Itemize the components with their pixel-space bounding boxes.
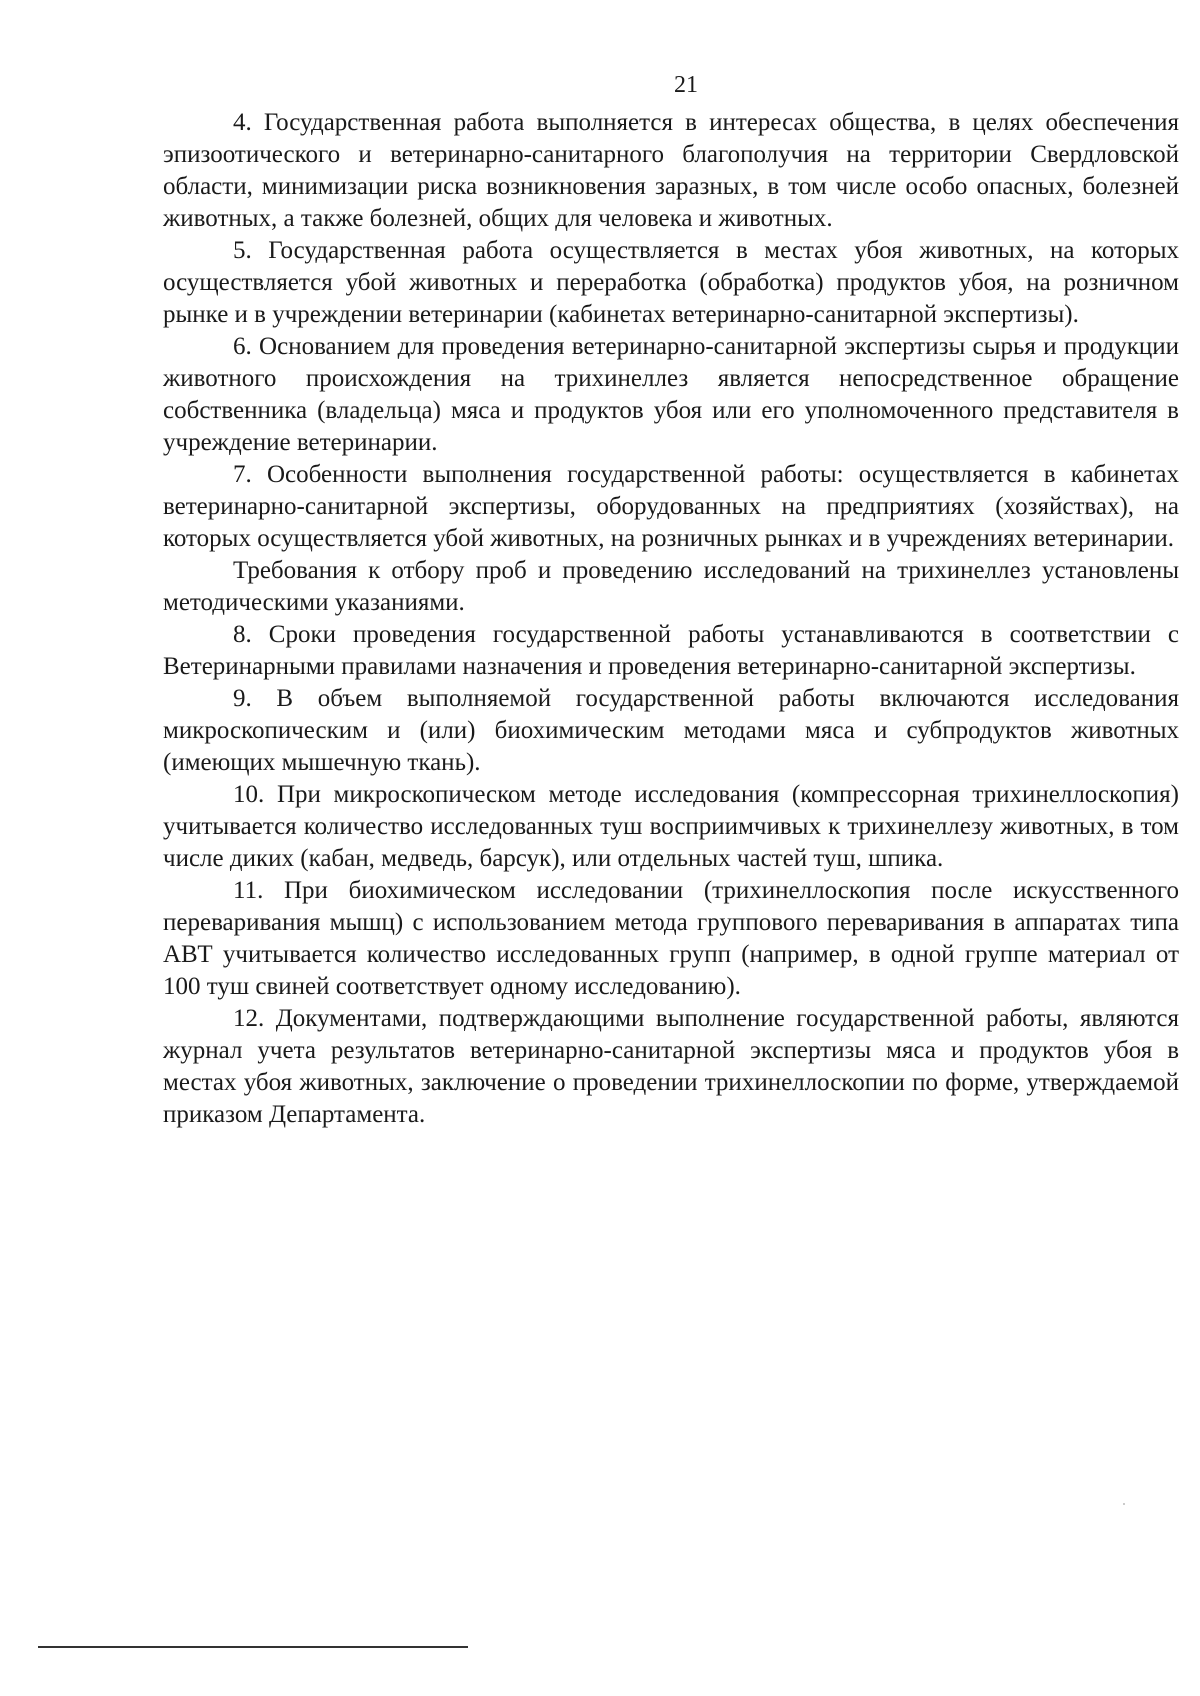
paragraph-9: 9. В объем выполняемой государственной работы включаются исследования микроскопическим и (или) биохимическим методами мяса и субпродуктов животных (имеющих мышечную ткань). xyxy=(163,685,1179,776)
paragraph-4: 4. Государственная работа выполняется в интересах общества, в целях обеспечения эпизоотического и ветеринарно-санитарного благополучия на территории Свердловской области, минимизации риска возникновения заразных, в том числе особо опасных, болезней животных, а также болезней, общих для человека и животных. xyxy=(163,109,1179,232)
paragraph-12: 12. Документами, подтверждающими выполнение государственной работы, являются журнал учета результатов ветеринарно-санитарной экспертизы мяса и продуктов убоя в местах убоя животных, заключение о проведении трихинеллоскопии по форме, утверждаемой приказом Департамента. xyxy=(163,1005,1179,1128)
page-number: 21 xyxy=(674,72,698,98)
paragraph-10: 10. При микроскопическом методе исследования (компрессорная трихинеллоскопия) учитывается количество исследованных туш восприимчивых к трихинеллезу животных, в том числе диких (кабан, медведь, барсук), или отдельных частей туш, шпика. xyxy=(163,781,1179,872)
paragraph-7: 7. Особенности выполнения государственной работы: осуществляется в кабинетах ветеринарно-санитарной экспертизы, оборудованных на предприятиях (хозяйствах), на которых осуществляется убой животных, на розничных рынках и в учреждениях ветеринарии. xyxy=(163,461,1179,552)
paragraph-6: 6. Основанием для проведения ветеринарно-санитарной экспертизы сырья и продукции животного происхождения на трихинеллез является непосредственное обращение собственника (владельца) мяса и продуктов убоя или его уполномоченного представителя в учреждение ветеринарии. xyxy=(163,333,1179,456)
paragraph-5: 5. Государственная работа осуществляется в местах убоя животных, на которых осуществляется убой животных и переработка (обработка) продуктов убоя, на розничном рынке и в учреждении ветеринарии (кабинетах ветеринарно-санитарной экспертизы). xyxy=(163,237,1179,328)
document-body xyxy=(163,107,1179,1131)
paragraph-8: 8. Сроки проведения государственной работы устанавливаются в соответствии с Ветеринарными правилами назначения и проведения ветеринарно-санитарной экспертизы. xyxy=(163,621,1179,680)
paragraph-7-requirements: Требования к отбору проб и проведению исследований на трихинеллез установлены методическими указаниями. xyxy=(163,557,1179,616)
footnote-separator-line xyxy=(38,1646,468,1648)
paragraph-11: 11. При биохимическом исследовании (трихинеллоскопия после искусственного переваривания мышц) с использованием метода группового переваривания в аппаратах типа АВТ учитывается количество исследованных групп (например, в одной группе материал от 100 туш свиней соответствует одному исследованию). xyxy=(163,877,1179,1000)
scan-artifact xyxy=(1123,1503,1125,1505)
